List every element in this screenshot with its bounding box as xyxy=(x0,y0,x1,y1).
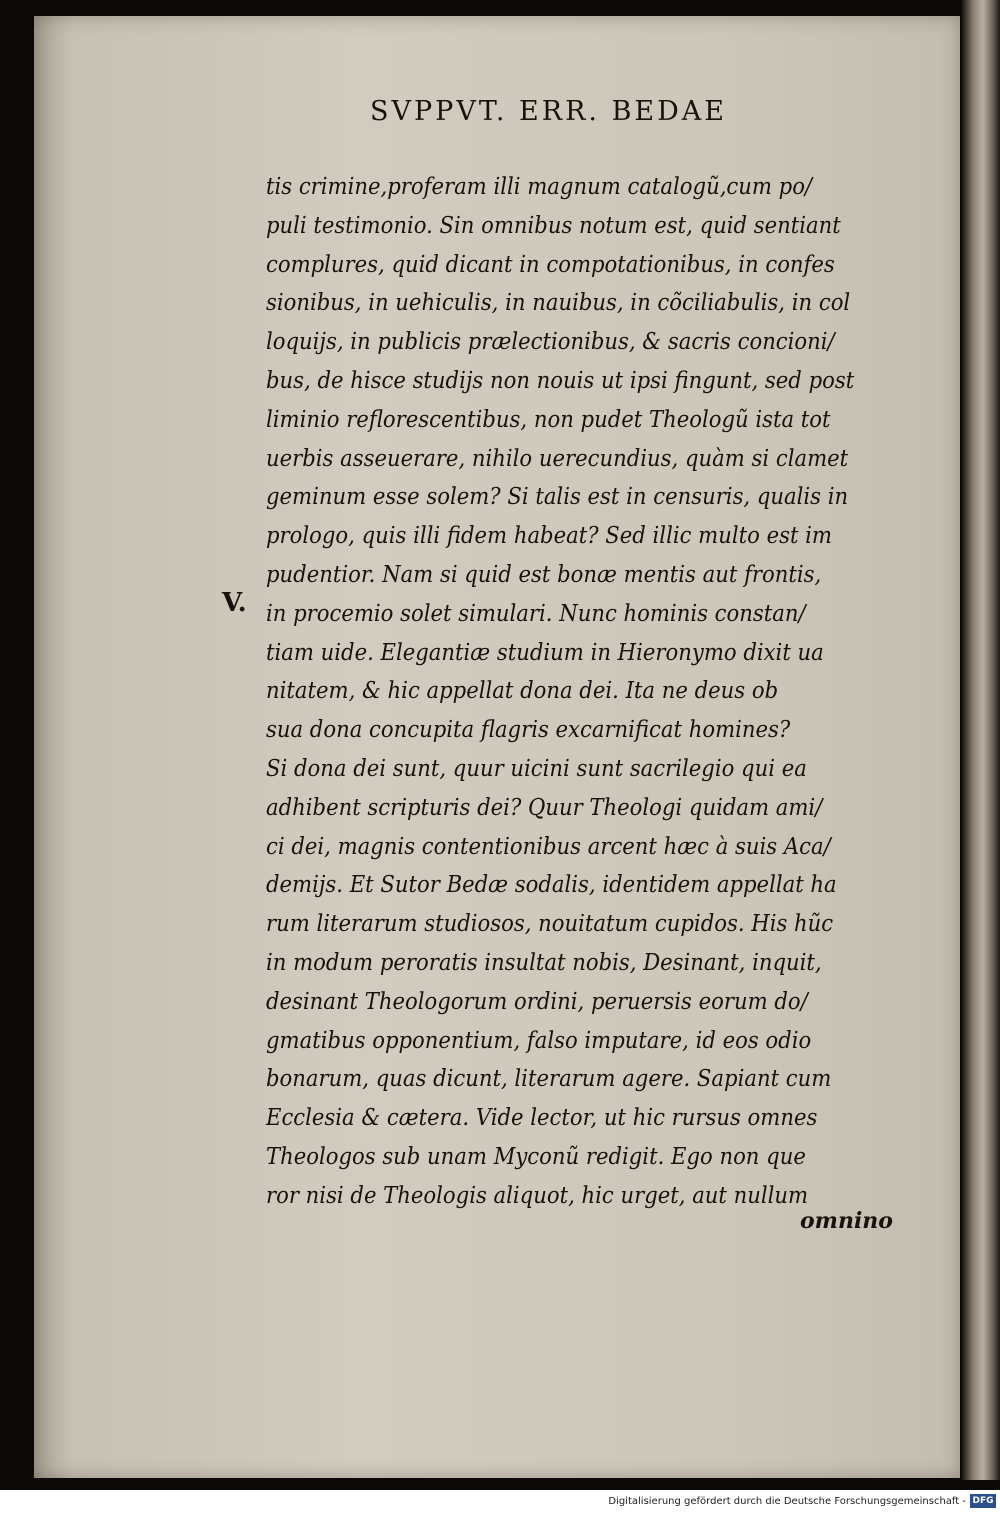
text-line: sionibus, in uehiculis, in nauibus, in cõciliabulis, in col xyxy=(266,288,851,317)
text-line: liminio reflorescentibus, non pudet Theologũ ista tot xyxy=(266,404,831,433)
text-line: uerbis asseuerare, nihilo uerecundius, quàm si clamet xyxy=(266,443,849,472)
text-line: complures, quid dicant in compotationibus, in confes xyxy=(266,249,835,278)
adjacent-page-edge xyxy=(962,0,1000,1480)
running-head: SVPPVT. ERR. BEDAE xyxy=(370,96,727,127)
text-line: bus, de hisce studijs non nouis ut ipsi fingunt, sed post xyxy=(266,366,855,394)
book-page xyxy=(34,16,960,1478)
text-line: in procemio solet simulari. Nunc hominis constan/ xyxy=(266,598,806,627)
catchword: omnino xyxy=(800,1208,893,1234)
text-line: desinant Theologorum ordini, peruersis eorum do/ xyxy=(266,986,808,1015)
text-line: rum literarum studiosos, nouitatum cupidos. His hũc xyxy=(266,909,834,938)
text-line: pudentior. Nam si quid est bonæ mentis aut frontis, xyxy=(266,560,822,588)
text-line: prologo, quis illi fidem habeat? Sed illic multo est im xyxy=(266,521,832,550)
text-line: ci dei, magnis contentionibus arcent hæc à suis Aca/ xyxy=(266,831,831,860)
text-line: tiam uide. Elegantiæ studium in Hieronymo dixit ua xyxy=(266,637,824,666)
text-line: Si dona dei sunt, quur uicini sunt sacrilegio qui ea xyxy=(266,754,807,782)
dfg-logo: DFG xyxy=(970,1494,996,1508)
text-line: Ecclesia & cætera. Vide lector, ut hic rursus omnes xyxy=(266,1103,818,1132)
text-line: geminum esse solem? Si talis est in censuris, qualis in xyxy=(266,482,849,511)
footer-strip xyxy=(0,1490,1000,1520)
text-line: loquijs, in publicis prælectionibus, & sacris concioni/ xyxy=(266,327,835,356)
text-line: puli testimonio. Sin omnibus notum est, quid sentiant xyxy=(266,210,841,239)
text-line: sua dona concupita flagris excarnificat homines? xyxy=(266,715,791,744)
text-line: tis crimine,proferam illi magnum catalogũ,cum po/ xyxy=(266,172,813,200)
text-line: demijs. Et Sutor Bedæ sodalis, identidem appellat ha xyxy=(266,870,837,899)
text-line: bonarum, quas dicunt, literarum agere. Sapiant cum xyxy=(266,1064,832,1093)
footer-credit: Digitalisierung gefördert durch die Deutsche Forschungsgemeinschaft - xyxy=(608,1496,966,1507)
margin-note: V. xyxy=(222,588,247,618)
text-line: nitatem, & hic appellat dona dei. Ita ne deus ob xyxy=(266,676,779,705)
text-line: in modum peroratis insultat nobis, Desinant, inquit, xyxy=(266,948,822,976)
text-line: adhibent scripturis dei? Quur Theologi quidam ami/ xyxy=(266,792,823,821)
text-line: ror nisi de Theologis aliquot, hic urget, aut nullum xyxy=(266,1180,809,1209)
text-line: Theologos sub unam Myconũ redigit. Ego non que xyxy=(266,1142,806,1170)
text-line: gmatibus opponentium, falso imputare, id eos odio xyxy=(266,1025,812,1054)
